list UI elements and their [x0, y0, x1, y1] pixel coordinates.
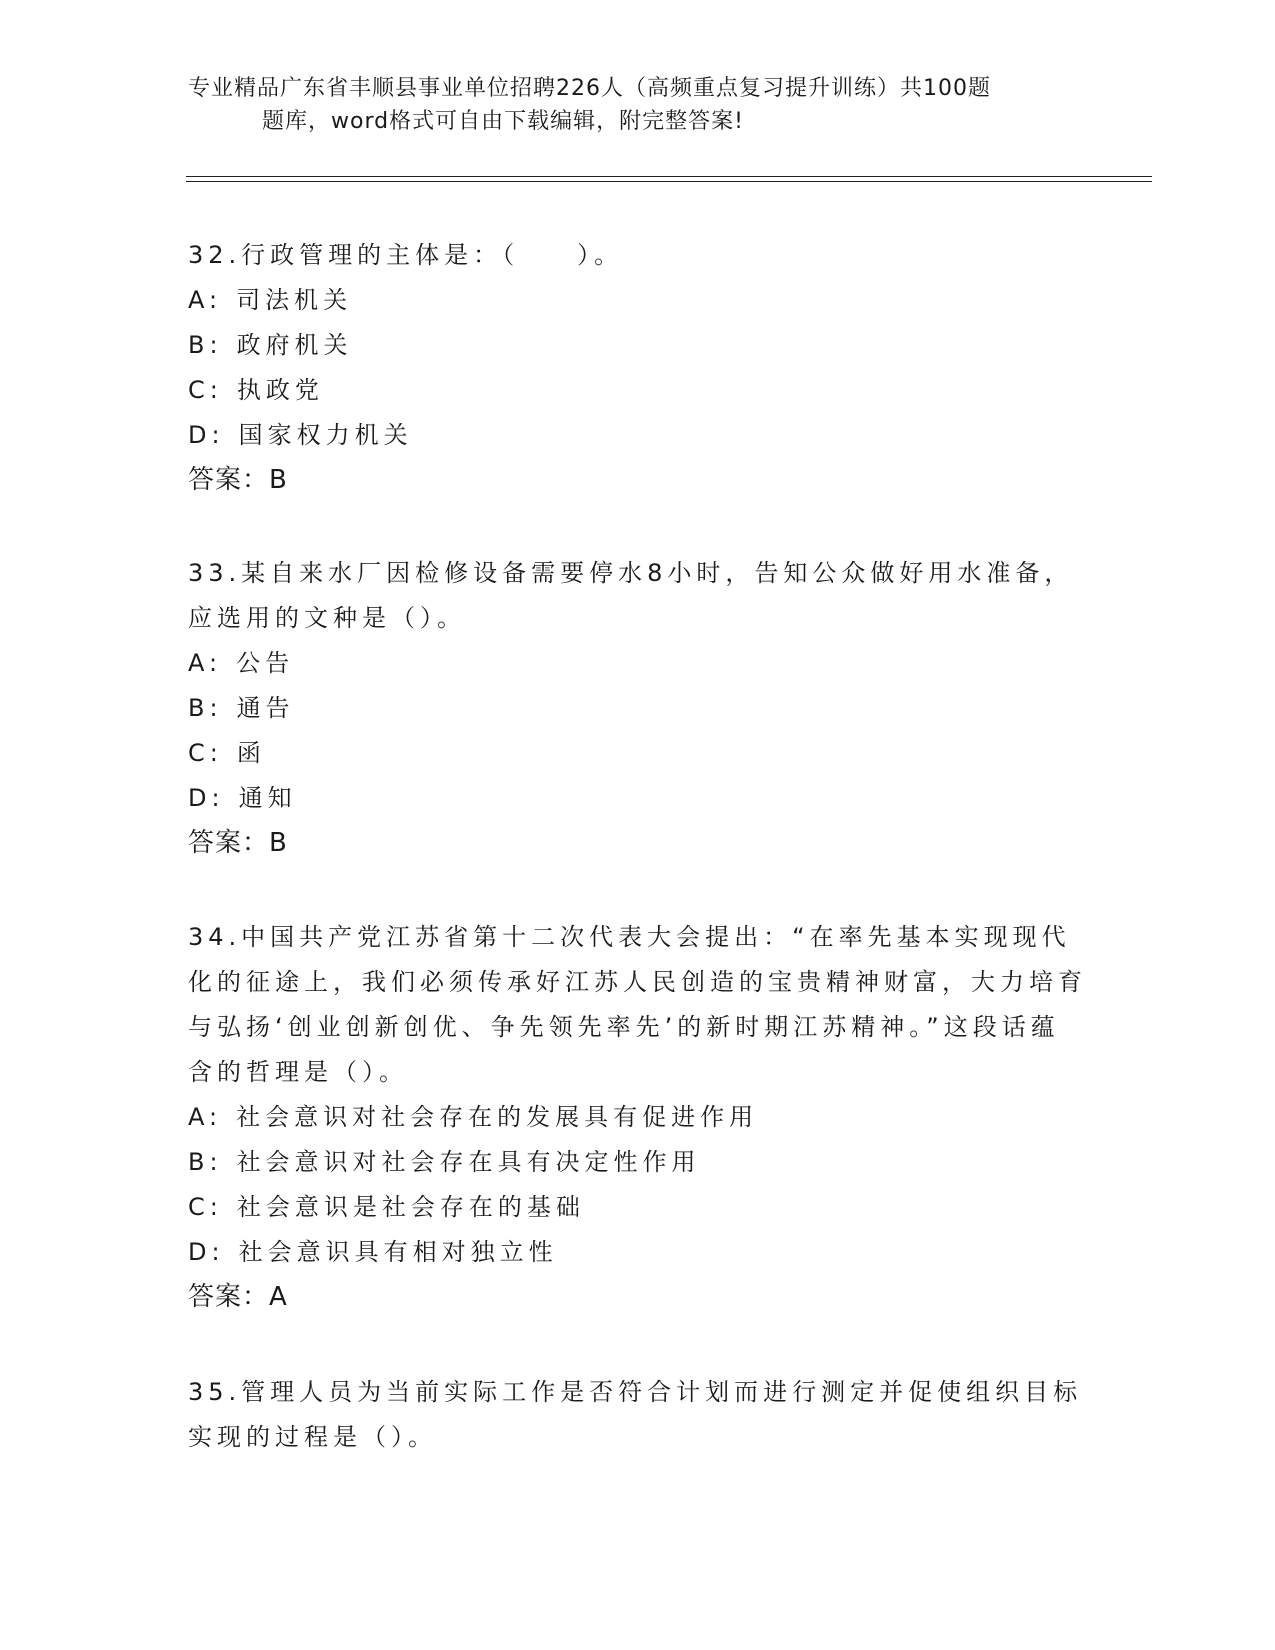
- option-letter: A:: [188, 1103, 223, 1131]
- answer-line: 答案：B: [188, 465, 288, 495]
- question-34: [188, 915, 1088, 1320]
- option-a: [188, 641, 1088, 686]
- option-text: 司法机关: [236, 286, 353, 314]
- option-letter: D:: [188, 784, 225, 812]
- option-letter: C:: [188, 1193, 223, 1221]
- option-text: 通知: [238, 784, 297, 812]
- header-title-line-1: 专业精品广东省丰顺县事业单位招聘226人（高频重点复习提升训练）共100题: [188, 76, 991, 101]
- question-stem: 34.中国共产党江苏省第十二次代表大会提出：“在率先基本实现现代化的征途上，我们必须传承好江苏人民创造的宝贵精神财富，大力培育与弘扬‘创业创新创优、争先领先率先’的新时期江苏精神。”这段话蕴含的哲理是（）。: [188, 923, 1087, 1086]
- option-letter: D:: [188, 1238, 225, 1266]
- header-divider-top: [186, 176, 1152, 177]
- option-text: 政府机关: [236, 331, 353, 359]
- option-text: 国家权力机关: [238, 421, 413, 449]
- question-stem: 32.行政管理的主体是：（ ）。: [188, 241, 624, 269]
- option-text: 社会意识对社会存在具有决定性作用: [236, 1148, 701, 1176]
- option-letter: A:: [188, 286, 223, 314]
- question-stem: 33.某自来水厂因检修设备需要停水8小时，告知公众做好用水准备，应选用的文种是（）。: [188, 559, 1074, 632]
- option-letter: D:: [188, 421, 225, 449]
- option-text: 社会意识具有相对独立性: [238, 1238, 558, 1266]
- option-letter: C:: [188, 376, 223, 404]
- header-title-line-2: 题库，word格式可自由下载编辑，附完整答案!: [262, 109, 744, 134]
- question-32: [188, 233, 1088, 503]
- answer-line: 答案：B: [188, 828, 288, 858]
- option-a: [188, 1095, 1088, 1140]
- option-text: 社会意识是社会存在的基础: [236, 1193, 585, 1221]
- option-text: 公告: [236, 649, 295, 677]
- option-b: [188, 1140, 1088, 1185]
- option-letter: B:: [188, 1148, 223, 1176]
- header-divider-bottom: [186, 181, 1152, 182]
- question-33: [188, 551, 1088, 866]
- option-letter: B:: [188, 331, 223, 359]
- answer-line: 答案：A: [188, 1282, 288, 1312]
- option-letter: A:: [188, 649, 223, 677]
- option-text: 函: [236, 739, 266, 767]
- option-d: [188, 1230, 1088, 1275]
- document-header: [188, 72, 1068, 138]
- option-b: [188, 323, 1088, 368]
- option-text: 执政党: [236, 376, 324, 404]
- question-stem: 35.管理人员为当前实际工作是否符合计划而进行测定并促使组织目标实现的过程是（）。: [188, 1378, 1083, 1451]
- option-c: [188, 731, 1088, 776]
- option-letter: C:: [188, 739, 223, 767]
- option-a: [188, 278, 1088, 323]
- question-35: [188, 1370, 1088, 1460]
- option-c: [188, 368, 1088, 413]
- option-c: [188, 1185, 1088, 1230]
- option-text: 社会意识对社会存在的发展具有促进作用: [236, 1103, 759, 1131]
- option-d: [188, 776, 1088, 821]
- option-text: 通告: [236, 694, 295, 722]
- option-d: [188, 413, 1088, 458]
- option-letter: B:: [188, 694, 223, 722]
- option-b: [188, 686, 1088, 731]
